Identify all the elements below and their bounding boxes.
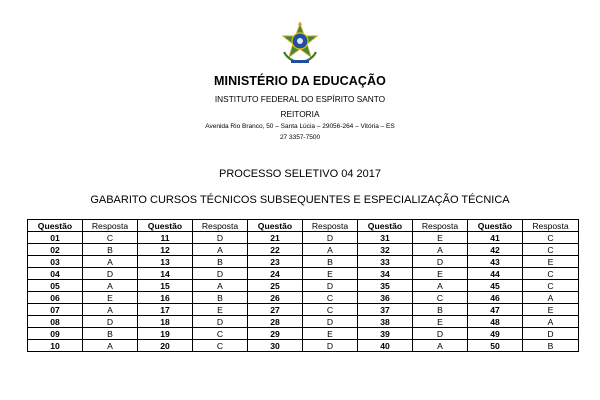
answer-letter: A	[413, 244, 468, 256]
question-header: Questão	[28, 220, 83, 232]
table-row	[28, 292, 579, 304]
question-number: 12	[138, 244, 193, 256]
answer-letter: A	[193, 280, 248, 292]
question-number: 35	[358, 280, 413, 292]
question-number: 26	[248, 292, 303, 304]
table-row	[28, 256, 579, 268]
question-number: 31	[358, 232, 413, 244]
question-number: 21	[248, 232, 303, 244]
table-header-row	[28, 220, 579, 232]
phone-line: 27 3357-7500	[279, 134, 321, 141]
question-number: 36	[358, 292, 413, 304]
question-number: 20	[138, 340, 193, 352]
answer-letter: B	[413, 304, 468, 316]
answer-letter: C	[523, 280, 579, 292]
question-number: 14	[138, 268, 193, 280]
answer-letter: D	[413, 256, 468, 268]
answer-letter: B	[303, 256, 358, 268]
question-number: 13	[138, 256, 193, 268]
answer-letter: E	[83, 292, 138, 304]
question-number: 38	[358, 316, 413, 328]
answer-letter: A	[413, 280, 468, 292]
question-number: 03	[28, 256, 83, 268]
question-number: 08	[28, 316, 83, 328]
answer-letter: E	[413, 232, 468, 244]
answer-header: Resposta	[303, 220, 358, 232]
answer-letter: C	[193, 340, 248, 352]
question-number: 23	[248, 256, 303, 268]
table-row	[28, 280, 579, 292]
address-line: Avenida Rio Branco, 50 – Santa Lúcia – 29056-264 – Vitória – ES	[205, 123, 395, 130]
answer-letter: B	[83, 244, 138, 256]
answer-header: Resposta	[523, 220, 579, 232]
question-number: 27	[248, 304, 303, 316]
question-number: 29	[248, 328, 303, 340]
question-number: 06	[28, 292, 83, 304]
answer-letter: E	[413, 268, 468, 280]
question-number: 07	[28, 304, 83, 316]
answer-letter: A	[413, 340, 468, 352]
answer-letter: A	[303, 244, 358, 256]
answer-letter: D	[303, 232, 358, 244]
question-header: Questão	[358, 220, 413, 232]
answer-header: Resposta	[193, 220, 248, 232]
institute-name: INSTITUTO FEDERAL DO ESPÍRITO SANTO	[214, 94, 386, 104]
question-number: 18	[138, 316, 193, 328]
table-row	[28, 316, 579, 328]
question-number: 44	[468, 268, 523, 280]
answer-letter: C	[523, 244, 579, 256]
question-number: 49	[468, 328, 523, 340]
answer-letter: D	[303, 340, 358, 352]
answer-letter: C	[523, 268, 579, 280]
question-header: Questão	[468, 220, 523, 232]
brazil-coat-of-arms-icon	[278, 22, 322, 66]
answer-letter: C	[413, 292, 468, 304]
answer-letter: A	[193, 244, 248, 256]
answer-letter: B	[523, 340, 579, 352]
answer-letter: D	[83, 316, 138, 328]
answer-letter: A	[523, 292, 579, 304]
answer-letter: A	[83, 340, 138, 352]
answer-letter: D	[413, 328, 468, 340]
question-number: 48	[468, 316, 523, 328]
question-number: 30	[248, 340, 303, 352]
answer-letter: D	[303, 280, 358, 292]
table-row	[28, 304, 579, 316]
answer-letter: E	[523, 256, 579, 268]
answer-letter: B	[193, 256, 248, 268]
question-number: 25	[248, 280, 303, 292]
answer-letter: A	[83, 280, 138, 292]
table-row	[28, 340, 579, 352]
question-number: 11	[138, 232, 193, 244]
question-number: 17	[138, 304, 193, 316]
answer-letter: D	[193, 232, 248, 244]
table-row	[28, 232, 579, 244]
question-number: 40	[358, 340, 413, 352]
answer-letter: C	[303, 304, 358, 316]
table-row	[28, 244, 579, 256]
question-number: 16	[138, 292, 193, 304]
question-number: 01	[28, 232, 83, 244]
question-number: 10	[28, 340, 83, 352]
answer-letter: C	[303, 292, 358, 304]
question-number: 45	[468, 280, 523, 292]
question-number: 39	[358, 328, 413, 340]
question-number: 04	[28, 268, 83, 280]
answer-letter: E	[303, 268, 358, 280]
question-number: 47	[468, 304, 523, 316]
question-number: 22	[248, 244, 303, 256]
answer-letter: E	[193, 304, 248, 316]
answer-letter: C	[523, 232, 579, 244]
answer-letter: D	[193, 316, 248, 328]
question-number: 33	[358, 256, 413, 268]
question-number: 34	[358, 268, 413, 280]
question-number: 32	[358, 244, 413, 256]
question-header: Questão	[248, 220, 303, 232]
question-number: 28	[248, 316, 303, 328]
question-number: 09	[28, 328, 83, 340]
answer-letter: C	[83, 232, 138, 244]
answer-letter: D	[303, 316, 358, 328]
answer-letter: B	[193, 292, 248, 304]
question-number: 43	[468, 256, 523, 268]
answer-letter: A	[83, 304, 138, 316]
process-title: PROCESSO SELETIVO 04 2017	[218, 168, 382, 180]
question-number: 50	[468, 340, 523, 352]
question-number: 42	[468, 244, 523, 256]
question-number: 05	[28, 280, 83, 292]
answer-key-body	[28, 232, 579, 352]
answer-letter: E	[303, 328, 358, 340]
table-row	[28, 268, 579, 280]
ministry-title: MINISTÉRIO DA EDUCAÇÃO	[214, 74, 386, 88]
answer-letter: D	[83, 268, 138, 280]
question-number: 02	[28, 244, 83, 256]
answer-letter: D	[523, 328, 579, 340]
question-number: 37	[358, 304, 413, 316]
rectory-label: REITORIA	[280, 109, 320, 119]
answer-header: Resposta	[413, 220, 468, 232]
question-number: 41	[468, 232, 523, 244]
table-row	[28, 328, 579, 340]
answer-letter: A	[83, 256, 138, 268]
answer-header: Resposta	[83, 220, 138, 232]
answer-key-table	[27, 219, 579, 352]
answer-letter: E	[523, 304, 579, 316]
question-number: 46	[468, 292, 523, 304]
answer-letter: A	[523, 316, 579, 328]
answer-letter: E	[413, 316, 468, 328]
answer-letter: B	[83, 328, 138, 340]
question-number: 15	[138, 280, 193, 292]
question-number: 19	[138, 328, 193, 340]
answer-letter: D	[193, 268, 248, 280]
answer-key-title: GABARITO CURSOS TÉCNICOS SUBSEQUENTES E ESPECIALIZAÇÃO TÉCNICA	[90, 194, 510, 206]
question-header: Questão	[138, 220, 193, 232]
answer-letter: C	[193, 328, 248, 340]
question-number: 24	[248, 268, 303, 280]
